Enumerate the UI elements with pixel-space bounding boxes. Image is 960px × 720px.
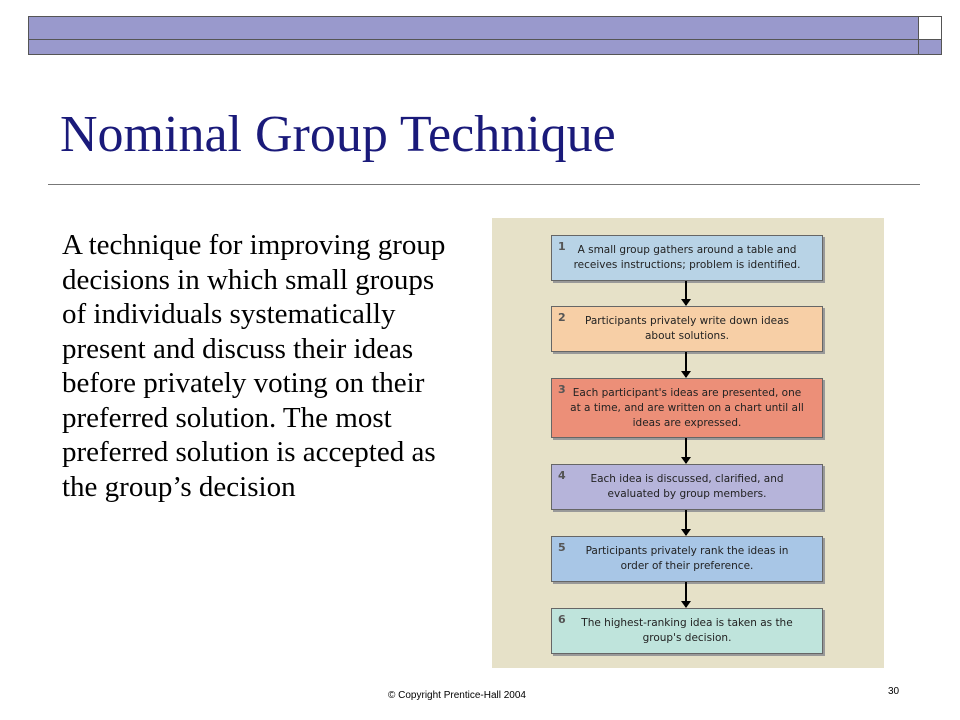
step-4-text: Each idea is discussed, clarified, and evaluated by group members. (590, 473, 784, 500)
step-6-box (551, 608, 823, 654)
slide-title: Nominal Group Technique (60, 106, 616, 163)
step-2-number: 2 (558, 311, 566, 324)
arrow-5-6 (685, 582, 687, 607)
step-1-number: 1 (558, 240, 566, 253)
step-2-box (551, 306, 823, 352)
step-6-number: 6 (558, 613, 566, 626)
step-4-number: 4 (558, 469, 566, 482)
header-square-bottom (918, 40, 942, 55)
step-5-box (551, 536, 823, 582)
header-bar-top (28, 16, 920, 40)
step-3-box (551, 378, 823, 438)
page-number: 30 (888, 686, 900, 697)
arrow-4-5 (685, 510, 687, 535)
step-1-box (551, 235, 823, 281)
header-bar-bottom (28, 40, 920, 55)
step-3-number: 3 (558, 383, 566, 396)
copyright-footer: © Copyright Prentice-Hall 2004 (388, 690, 526, 701)
arrow-1-2 (685, 281, 687, 305)
process-diagram (492, 218, 884, 668)
step-3-text: Each participant's ideas are presented, one at a time, and are written on a chart until all ideas are expressed. (570, 386, 804, 429)
arrow-3-4 (685, 438, 687, 463)
title-divider (48, 184, 920, 185)
definition-text: A technique for improving group decisions in which small groups of individuals systematically present and discuss their ideas before privately voting on their preferred solution. The most preferred solution is accepted as the group’s decision (62, 229, 446, 503)
step-1-text: A small group gathers around a table and receives instructions; problem is identified. (573, 244, 801, 271)
step-6-text: The highest-ranking idea is taken as the group's decision. (581, 617, 793, 644)
step-5-text: Participants privately rank the ideas in order of their preference. (585, 545, 789, 572)
step-4-box (551, 464, 823, 510)
step-2-text: Participants privately write down ideas about solutions. (585, 315, 789, 342)
header-square-top (918, 16, 942, 40)
step-5-number: 5 (558, 541, 566, 554)
arrow-2-3 (685, 352, 687, 377)
